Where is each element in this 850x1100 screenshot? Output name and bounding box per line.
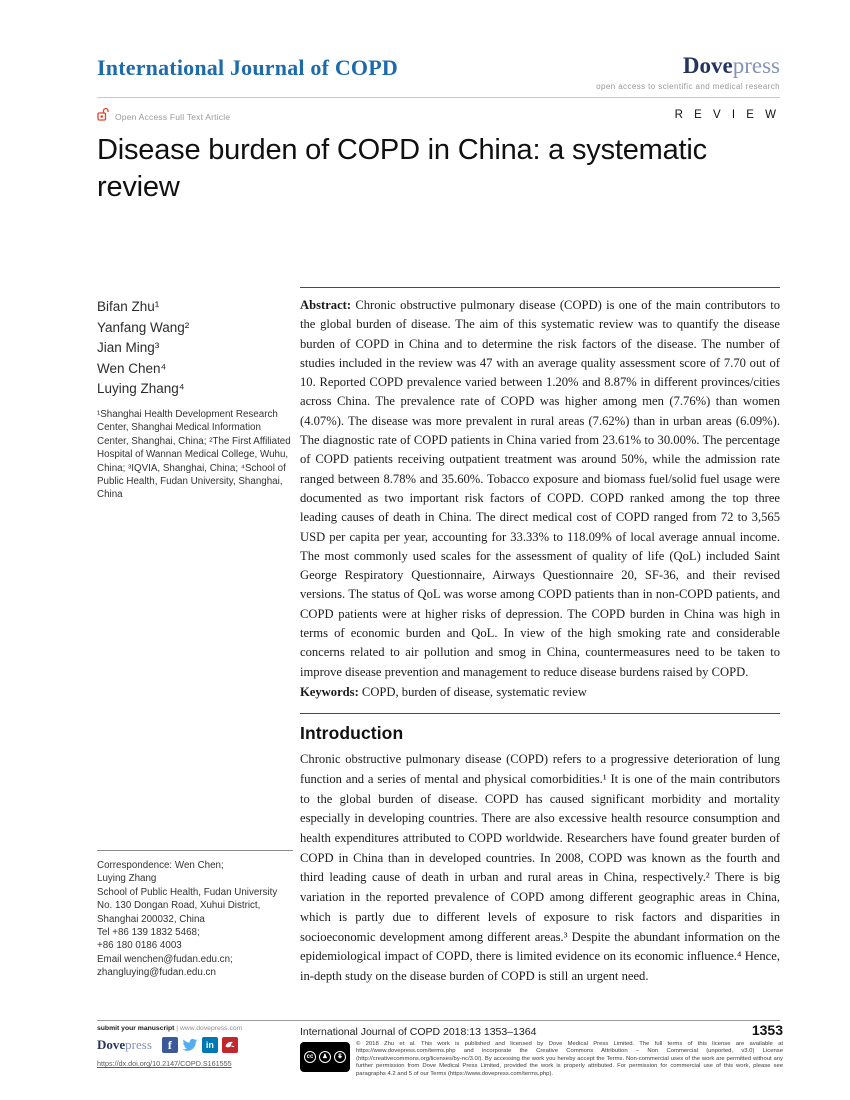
correspondence-line: School of Public Health, Fudan University bbox=[97, 886, 278, 898]
submit-manuscript-line bbox=[97, 1025, 297, 1032]
license-row bbox=[300, 1041, 783, 1078]
author-name: Bifan Zhu¹ bbox=[97, 299, 160, 314]
footer-logo-row bbox=[97, 1037, 297, 1053]
page-number: 1353 bbox=[751, 1022, 783, 1038]
open-access-label: Open Access Full Text Article bbox=[115, 112, 231, 122]
author-list bbox=[97, 297, 292, 400]
correspondence-email[interactable]: Email wenchen@fudan.edu.cn; bbox=[97, 953, 233, 965]
journal-name: International Journal of COPD bbox=[97, 55, 398, 80]
footer-logo-dove: Dove bbox=[97, 1037, 126, 1052]
correspondence-line: Luying Zhang bbox=[97, 873, 157, 885]
footer-dovepress-logo bbox=[97, 1037, 152, 1053]
affiliations: ¹Shanghai Health Development Research Center, Shanghai Medical Information Center, Shanghai, China; ²The First Affiliated Hospital of Wannan Medical College, Wuhu, China; ³IQVIA, Shanghai, China; ⁴School of Public Health, Fudan University, Shanghai, China bbox=[97, 409, 291, 501]
section-divider bbox=[300, 713, 780, 714]
abstract-label: Abstract: bbox=[300, 298, 352, 312]
open-access-lock-icon bbox=[97, 107, 109, 127]
submit-separator: | bbox=[174, 1025, 180, 1032]
dovepress-logo bbox=[683, 53, 780, 79]
abstract-divider bbox=[300, 287, 780, 288]
correspondence-email[interactable]: zhangluying@fudan.edu.cn bbox=[97, 967, 216, 979]
facebook-icon[interactable]: f bbox=[162, 1037, 178, 1053]
abstract-paragraph bbox=[300, 296, 780, 682]
license-text: © 2018 Zhu et al. This work is published and licensed by Dove Medical Press Limited. The full terms of this license are available at https://www.dovepress.com/terms.php and incorporate the Creative Commons Attribution – Non Commercial (unported, v3.0) License (http://creativecommons.org/licenses/by-nc/3.0/). By accessing the work you hereby accept the Terms. Non-commercial uses of the work are permitted without any further permission from Dove Medical Press Limited, provided the work is properly attributed. For permission for commercial use of this work, please see paragraphs 4.2 and 5 of our Terms (https://www.dovepress.com/terms.php). bbox=[356, 1041, 783, 1077]
creative-commons-badge[interactable] bbox=[300, 1042, 350, 1072]
introduction-heading: Introduction bbox=[300, 723, 404, 744]
journal-citation-row bbox=[300, 1022, 783, 1038]
journal-citation: International Journal of COPD 2018:13 1353–1364 bbox=[300, 1026, 537, 1038]
article-body-column bbox=[300, 287, 780, 987]
linkedin-icon[interactable]: in bbox=[202, 1037, 218, 1053]
social-icons-row bbox=[162, 1037, 238, 1053]
article-type-badge: R E V I E W bbox=[674, 109, 780, 121]
keywords-line bbox=[300, 683, 780, 702]
doi-link[interactable]: https://dx.doi.org/10.2147/COPD.S161555 bbox=[97, 1059, 232, 1068]
author-name: Wen Chen⁴ bbox=[97, 360, 167, 376]
keywords-text: COPD, burden of disease, systematic review bbox=[358, 684, 587, 699]
keywords-label: Keywords: bbox=[300, 684, 359, 699]
twitter-icon[interactable] bbox=[182, 1037, 198, 1053]
author-name: Jian Ming³ bbox=[97, 340, 160, 355]
cc-nc-dollar-icon: $ bbox=[334, 1051, 346, 1063]
correspondence-line: +86 180 0186 4003 bbox=[97, 940, 182, 952]
footer-logo-press: press bbox=[125, 1037, 152, 1052]
article-title: Disease burden of COPD in China: a systematic review bbox=[97, 134, 707, 203]
dovepress-social-icon[interactable] bbox=[222, 1037, 238, 1053]
author-name: Luying Zhang⁴ bbox=[97, 381, 185, 396]
footer-left-block bbox=[97, 1025, 297, 1068]
dovepress-url-link[interactable]: www.dovepress.com bbox=[179, 1025, 243, 1032]
header-divider bbox=[97, 97, 780, 98]
open-access-row bbox=[97, 107, 230, 127]
introduction-paragraph: Chronic obstructive pulmonary disease (COPD) refers to a progressive deterioration of lung function and a series of mental and physical comorbidities.¹ It is one of the main contributors to the global burden of disease. COPD has caused significant morbidity and mortality especially in developing countries. There are also excessive health resource consumption and health expenditures attributed to COPD worldwide. Researchers have found greater burden of COPD in China than in developed countries. In 2008, COPD was known as the fourth and third leading cause of death in urban and rural areas in China, respectively.² There is big variation in the reported prevalence of COPD among different geographic areas in China, which is partly due to different levels of exposure to risk factors and disparities in socioeconomic development among different areas.³ Despite the abundant information on the epidemiological impact of COPD, there is limited evidence on its economic influence.⁴ Hence, in-depth study on the disease burden of COPD is still an urgent need. bbox=[300, 752, 780, 983]
correspondence-line: Shanghai 200032, China bbox=[97, 913, 205, 925]
publisher-tagline: open access to scientific and medical research bbox=[596, 82, 780, 91]
cc-by-person-icon: ♟ bbox=[319, 1051, 331, 1063]
correspondence-line: No. 130 Dongan Road, Xuhui District, bbox=[97, 900, 261, 912]
correspondence-block bbox=[97, 850, 293, 980]
dovepress-logo-press: press bbox=[732, 53, 780, 78]
dovepress-logo-dove: Dove bbox=[682, 53, 733, 78]
correspondence-line: Correspondence: Wen Chen; bbox=[97, 860, 224, 871]
submit-manuscript-label: submit your manuscript bbox=[97, 1025, 175, 1032]
correspondence-line: Tel +86 139 1832 5468; bbox=[97, 927, 200, 939]
author-name: Yanfang Wang² bbox=[97, 319, 190, 335]
abstract-text: Chronic obstructive pulmonary disease (COPD) is one of the main contributors to the global burden of disease. The aim of this systematic review was to quantify the disease burden of COPD in China and to determine the risk factors of the disease. The number of studies included in the review was 47 with an average quality assessment score of 7.70 out of 10. Reported COPD prevalence varied between 1.20% and 8.87% in different provinces/cities across China. The prevalence rate of COPD was higher among men (7.76%) than women (4.07%). The disease was more prevalent in rural areas (7.62%) than in urban areas (6.09%). The diagnostic rate of COPD patients in China varied from 23.61% to 30.00%. The percentage of COPD patients receiving outpatient treatment was around 50%, while the admission rate ranged between 8.78% and 35.60%. Tobacco exposure and biomass fuel/solid fuel usage were documented as two important risk factors of COPD. COPD ranked among the top three leading causes of death in China. The direct medical cost of COPD ranged from 72 to 3,565 USD per capita per year, accounting for 33.33% to 118.09% of local average annual income. The most commonly used scales for the assessment of quality of life (QoL) included Saint George Respiratory Questionnaire, Airways Questionnaire 20, SF-36, and their revised versions. The status of QoL was worse among COPD patients than in non-COPD patients, and COPD patients were at higher risks of depression. The COPD burden in China was high in terms of economic burden and QoL. In view of the high smoking rate and considerable concerns related to air pollution and smog in China, countermeasures need to be taken to improve disease prevention and management to reduce disease burdens raised by COPD. bbox=[300, 298, 780, 679]
footer-divider bbox=[97, 1020, 780, 1021]
cc-icon: cc bbox=[304, 1051, 316, 1063]
footer-right-block bbox=[300, 1022, 783, 1078]
